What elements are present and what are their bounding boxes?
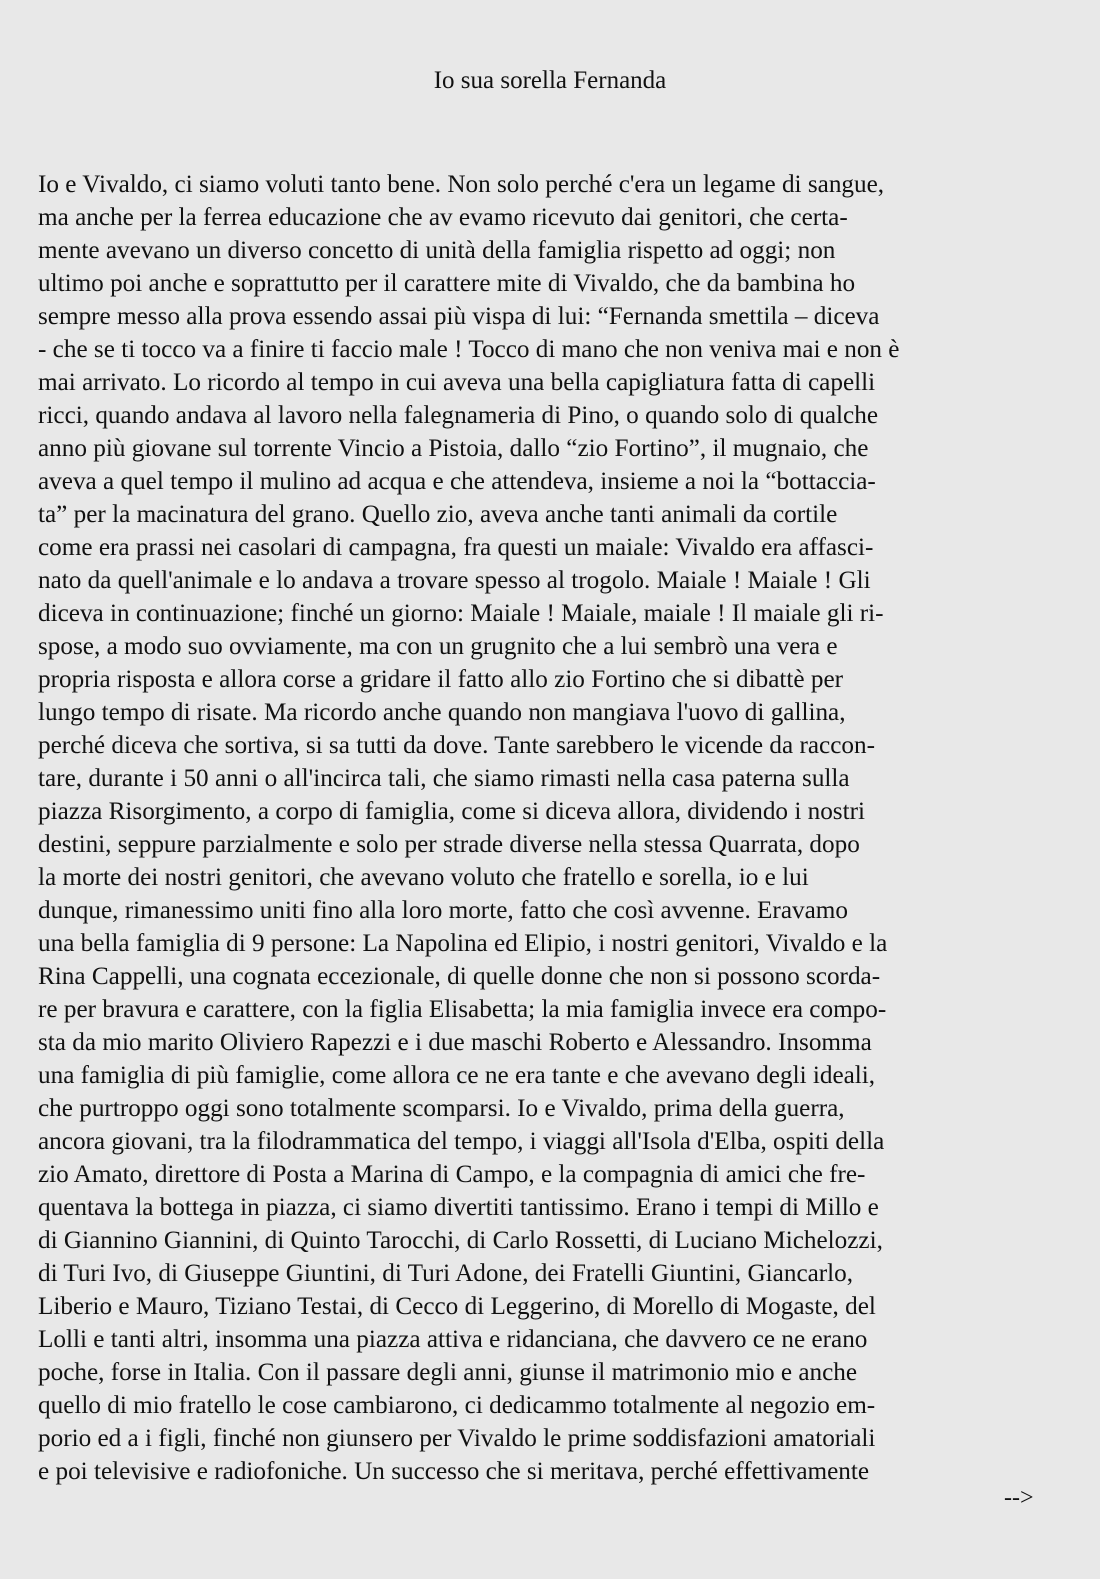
text-line: zio Amato, direttore di Posta a Marina di Campo, e la compagnia di amici che fre- (38, 1161, 866, 1188)
text-line: e poi televisive e radiofoniche. Un successo che si meritava, perché effettivamente (38, 1458, 870, 1485)
text-line: ta” per la macinatura del grano. Quello zio, aveva anche tanti animali da cortile (38, 501, 838, 528)
text-line: quello di mio fratello le cose cambiarono, ci dedicammo totalmente al negozio em- (38, 1392, 876, 1419)
text-line: Liberio e Mauro, Tiziano Testai, di Cecco di Leggerino, di Morello di Mogaste, del (38, 1293, 876, 1320)
text-line: di Giannino Giannini, di Quinto Tarocchi, di Carlo Rossetti, di Luciano Michelozzi, (38, 1227, 883, 1254)
text-line: piazza Risorgimento, a corpo di famiglia, come si diceva allora, dividendo i nostri (38, 798, 865, 825)
continue-arrow: --> (1004, 1485, 1034, 1511)
text-line: di Turi Ivo, di Giuseppe Giuntini, di Turi Adone, dei Fratelli Giuntini, Giancarlo, (38, 1260, 854, 1287)
text-line: perché diceva che sortiva, si sa tutti da dove. Tante sarebbero le vicende da raccon- (38, 732, 875, 759)
text-line: poche, forse in Italia. Con il passare degli anni, giunse il matrimonio mio e anche (38, 1359, 858, 1386)
text-line: lungo tempo di risate. Ma ricordo anche quando non mangiava l'uovo di gallina, (38, 699, 846, 726)
text-line: re per bravura e carattere, con la figlia Elisabetta; la mia famiglia invece era compo- (38, 996, 887, 1023)
text-line: mente avevano un diverso concetto di unità della famiglia rispetto ad oggi; non (38, 237, 836, 264)
text-line: ma anche per la ferrea educazione che av evamo ricevuto dai genitori, che certa- (38, 204, 848, 231)
page-title: Io sua sorella Fernanda (433, 67, 667, 94)
text-line: nato da quell'animale e lo andava a trovare spesso al trogolo. Maiale ! Maiale ! Gli (38, 567, 871, 594)
text-line: tare, durante i 50 anni o all'incirca tali, che siamo rimasti nella casa paterna sulla (38, 765, 850, 792)
body-text (38, 168, 1068, 1488)
text-line: quentava la bottega in piazza, ci siamo divertiti tantissimo. Erano i tempi di Millo e (38, 1194, 879, 1221)
text-line: ultimo poi anche e soprattutto per il carattere mite di Vivaldo, che da bambina ho (38, 270, 856, 297)
text-line: - che se ti tocco va a finire ti faccio male ! Tocco di mano che non veniva mai e non è (38, 336, 900, 363)
text-line: dunque, rimanessimo uniti fino alla loro morte, fatto che così avvenne. Eravamo (38, 897, 848, 924)
text-line: come era prassi nei casolari di campagna, fra questi un maiale: Vivaldo era affasci- (38, 534, 874, 561)
text-line: anno più giovane sul torrente Vincio a Pistoia, dallo “zio Fortino”, il mugnaio, che (38, 435, 869, 462)
text-line: mai arrivato. Lo ricordo al tempo in cui aveva una bella capigliatura fatta di capelli (38, 369, 876, 396)
text-line: porio ed a i figli, finché non giunsero per Vivaldo le prime soddisfazioni amatoriali (38, 1425, 876, 1452)
text-line: spose, a modo suo ovviamente, ma con un grugnito che a lui sembrò una vera e (38, 633, 838, 660)
text-line: diceva in continuazione; finché un giorno: Maiale ! Maiale, maiale ! Il maiale gli ri- (38, 600, 884, 627)
text-line: Lolli e tanti altri, insomma una piazza attiva e ridanciana, che davvero ce ne erano (38, 1326, 868, 1353)
text-line: sta da mio marito Oliviero Rapezzi e i due maschi Roberto e Alessandro. Insomma (38, 1029, 872, 1056)
text-line: che purtroppo oggi sono totalmente scomparsi. Io e Vivaldo, prima della guerra, (38, 1095, 845, 1122)
text-line: la morte dei nostri genitori, che avevano voluto che fratello e sorella, io e lui (38, 864, 809, 891)
text-line: una bella famiglia di 9 persone: La Napolina ed Elipio, i nostri genitori, Vivaldo e la (38, 930, 888, 957)
text-line: Rina Cappelli, una cognata eccezionale, di quelle donne che non si possono scorda- (38, 963, 881, 990)
text-line: una famiglia di più famiglie, come allora ce ne era tante e che avevano degli ideali, (38, 1062, 876, 1089)
text-line: ancora giovani, tra la filodrammatica del tempo, i viaggi all'Isola d'Elba, ospiti della (38, 1128, 885, 1155)
text-line: aveva a quel tempo il mulino ad acqua e che attendeva, insieme a noi la “bottaccia- (38, 468, 876, 495)
text-line: sempre messo alla prova essendo assai più vispa di lui: “Fernanda smettila – diceva (38, 303, 880, 330)
text-line: propria risposta e allora corse a gridare il fatto allo zio Fortino che si dibattè per (38, 666, 844, 693)
text-line: ricci, quando andava al lavoro nella falegnameria di Pino, o quando solo di qualche (38, 402, 879, 429)
text-line: Io e Vivaldo, ci siamo voluti tanto bene. Non solo perché c'era un legame di sangue, (38, 171, 885, 198)
text-line: destini, seppure parzialmente e solo per strade diverse nella stessa Quarrata, dopo (38, 831, 860, 858)
